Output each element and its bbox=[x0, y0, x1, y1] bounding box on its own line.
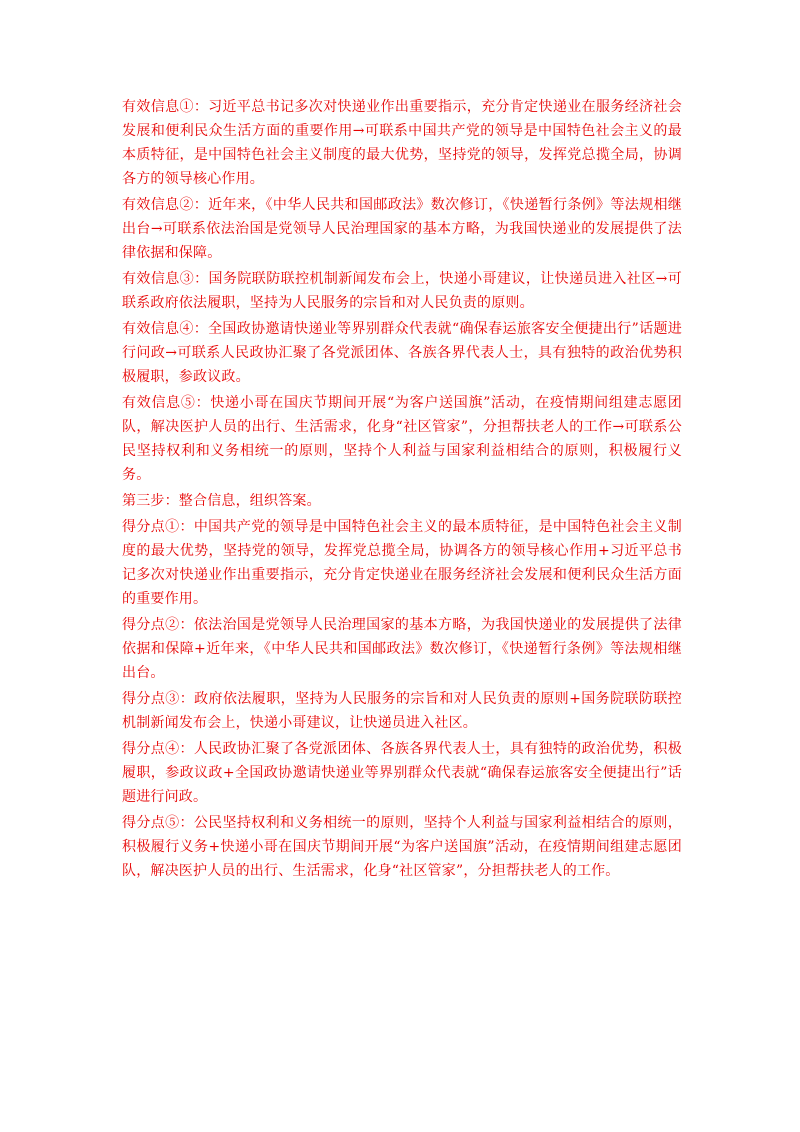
paragraph-info-1: 有效信息①：习近平总书记多次对快递业作出重要指示，充分肯定快递业在服务经济社会发展和便利民众生活方面的重要作用→可联系中国共产党的领导是中国特色社会主义的最本质特征，是中国特色社会主义制度的最大优势，坚持党的领导，发挥党总揽全局，协调各方的领导核心作用。 bbox=[122, 99, 682, 187]
paragraph-score-2: 得分点②：依法治国是党领导人民治理国家的基本方略，为我国快递业的发展提供了法律依据和保障+近年来，《中华人民共和国邮政法》数次修订，《快递暂行条例》等法规相继出台。 bbox=[122, 617, 682, 681]
document-body bbox=[122, 95, 682, 885]
paragraph-step-3: 第三步：整合信息，组织答案。 bbox=[122, 493, 321, 509]
paragraph-info-2: 有效信息②：近年来，《中华人民共和国邮政法》数次修订，《快递暂行条例》等法规相继出台→可联系依法治国是党领导人民治理国家的基本方略，为我国快递业的发展提供了法律依据和保障。 bbox=[122, 197, 682, 261]
paragraph-score-1: 得分点①：中国共产党的领导是中国特色社会主义的最本质特征，是中国特色社会主义制度的最大优势，坚持党的领导，发挥党总揽全局，协调各方的领导核心作用+习近平总书记多次对快递业作出重要指示，充分肯定快递业在服务经济社会发展和便利民众生活方面的重要作用。 bbox=[122, 519, 682, 607]
paragraph-score-3: 得分点③：政府依法履职，坚持为人民服务的宗旨和对人民负责的原则+国务院联防联控机制新闻发布会上，快递小哥建议，让快递员进入社区。 bbox=[122, 691, 682, 731]
paragraph-info-4: 有效信息④：全国政协邀请快递业等界别群众代表就“确保春运旅客安全便捷出行”话题进行问政→可联系人民政协汇聚了各党派团体、各族各界代表人士，具有独特的政治优势积极履职，参政议政。 bbox=[122, 321, 682, 385]
paragraph-info-3: 有效信息③：国务院联防联控机制新闻发布会上，快递小哥建议，让快递员进入社区→可联系政府依法履职，坚持为人民服务的宗旨和对人民负责的原则。 bbox=[122, 271, 682, 311]
paragraph-score-5: 得分点⑤：公民坚持权利和义务相统一的原则，坚持个人利益与国家利益相结合的原则，积极履行义务+快递小哥在国庆节期间开展“为客户送国旗”活动，在疫情期间组建志愿团队，解决医护人员的出行、生活需求，化身“社区管家”，分担帮扶老人的工作。 bbox=[122, 815, 682, 879]
paragraph-score-4: 得分点④：人民政协汇聚了各党派团体、各族各界代表人士，具有独特的政治优势，积极履职，参政议政+全国政协邀请快递业等界别群众代表就“确保春运旅客安全便捷出行”话题进行问政。 bbox=[122, 741, 682, 805]
paragraph-info-5: 有效信息⑤：快递小哥在国庆节期间开展“为客户送国旗”活动，在疫情期间组建志愿团队，解决医护人员的出行、生活需求，化身“社区管家”，分担帮扶老人的工作→可联系公民坚持权利和义务相统一的原则，坚持个人利益与国家利益相结合的原则，积极履行义务。 bbox=[122, 395, 682, 483]
